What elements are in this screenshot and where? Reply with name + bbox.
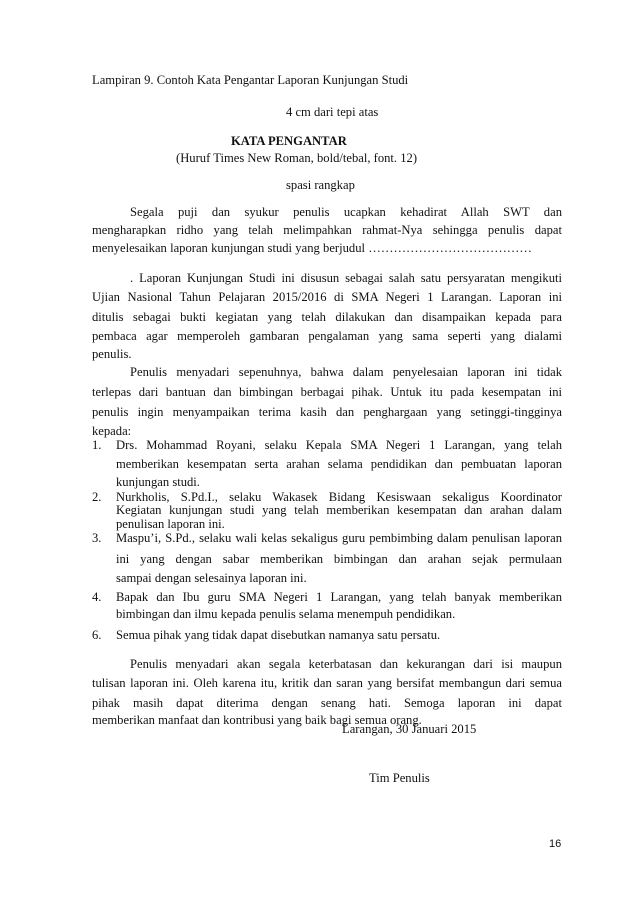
margin-note: 4 cm dari tepi atas [286,105,379,119]
list-item-number: 1. [92,438,102,452]
closing-line: Penulis menyadari akan segala keterbatasan dan kekurangan dari isi maupun [130,657,562,671]
list-item-line: Kegiatan kunjungan studi yang telah memberikan kesempatan dan arahan dalam [116,503,562,517]
paragraph3-line: terlepas dari bantuan dan bimbingan berbagai pihak. Untuk itu pada kesempatan ini [92,385,562,399]
paragraph3-line: kepada: [92,424,132,438]
list-item-line: sampai dengan selesainya laporan ini. [116,571,307,585]
paragraph1-line: Segala puji dan syukur penulis ucapkan kehadirat Allah SWT dan [130,205,562,219]
signature-author: Tim Penulis [369,771,430,785]
list-item-line: bimbingan dan ilmu kepada penulis selama menempuh pendidikan. [116,607,456,621]
list-item-line: Maspu’i, S.Pd., selaku wali kelas sekaligus guru pembimbing dalam penulisan laporan [116,531,562,545]
attachment-heading: Lampiran 9. Contoh Kata Pengantar Laporan Kunjungan Studi [92,73,409,87]
closing-line: pihak masih dapat diterima dengan senang hati. Semoga laporan ini dapat [92,696,562,710]
paragraph2-line: pembaca agar memperoleh gambaran pengalaman yang sama seperti yang dialami [92,329,562,343]
paragraph1-line: mengharapkan ridho yang telah melimpahkan rahmat-Nya sehingga penulis dapat [92,223,562,237]
paragraph1-line: menyelesaikan laporan kunjungan studi yang berjudul ………………………………… [92,241,532,255]
closing-line: memberikan manfaat dan kontribusi yang baik bagi semua orang. [92,713,422,727]
list-item-line: Bapak dan Ibu guru SMA Negeri 1 Larangan, yang telah banyak memberikan [116,590,562,604]
list-item-line: ini yang dengan sabar memberikan bimbingan dan arahan sejak permulaan [116,552,562,566]
list-item-line: Semua pihak yang tidak dapat disebutkan namanya satu persatu. [116,628,441,642]
page-title: KATA PENGANTAR [231,134,347,148]
list-item-line: penulisan laporan ini. [116,517,225,531]
paragraph3-line: penulis ingin menyampaikan terima kasih dan penghargaan yang setinggi-tingginya [92,405,562,419]
list-item-number: 3. [92,531,102,545]
list-item-line: memberikan kesempatan serta arahan selama pendidikan dan pembuatan laporan [116,457,562,471]
list-item-number: 6. [92,628,102,642]
paragraph2-line: Ujian Nasional Tahun Pelajaran 2015/2016 di SMA Negeri 1 Larangan. Laporan ini [92,290,562,304]
list-item-line: Nurkholis, S.Pd.I., selaku Wakasek Bidang Kesiswaan sekaligus Koordinator [116,490,562,504]
paragraph3-line: Penulis menyadari sepenuhnya, bahwa dalam penyelesaian laporan ini tidak [130,365,562,379]
list-item-number: 4. [92,590,102,604]
paragraph2-line: ditulis sebagai bukti kegiatan yang telah dilakukan dan disampaikan kepada para [92,310,562,324]
spacing-note: spasi rangkap [286,178,355,192]
paragraph2-line: . Laporan Kunjungan Studi ini disusun sebagai salah satu persyaratan mengikuti [130,271,562,285]
closing-line: tulisan laporan ini. Oleh karena itu, kritik dan saran yang bersifat membangun dari semua [92,676,562,690]
list-item-line: Drs. Mohammad Royani, selaku Kepala SMA Negeri 1 Larangan, yang telah [116,438,562,452]
signature-place-date: Larangan, 30 Januari 2015 [342,722,477,736]
list-item-line: kunjungan studi. [116,475,200,489]
page-number: 16 [549,838,562,850]
list-item-number: 2. [92,490,102,504]
font-note: (Huruf Times New Roman, bold/tebal, font. 12) [176,151,418,165]
paragraph2-line: penulis. [92,347,132,361]
